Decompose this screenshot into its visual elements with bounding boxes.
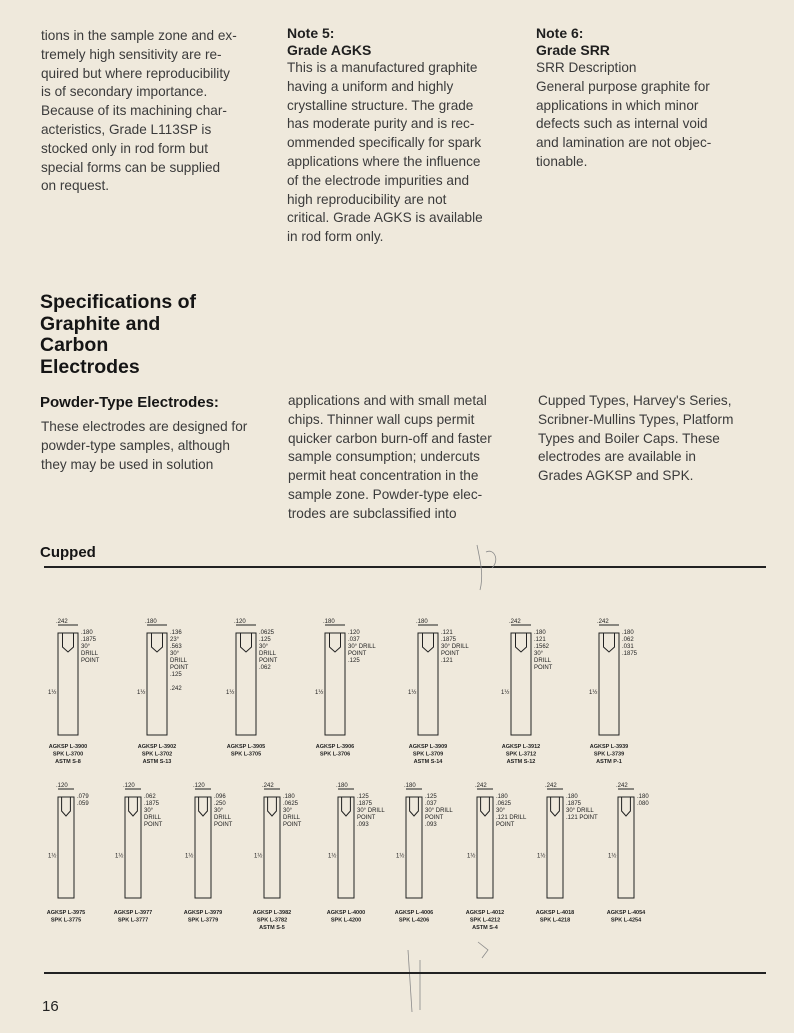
catalog-label: SPK L-4206: [398, 917, 430, 924]
powder-line: Scribner-Mullins Types, Platform: [538, 411, 734, 427]
row1-electrode: [315, 619, 376, 758]
dimension-label: DRILL: [170, 658, 188, 664]
catalog-label: SPK L-3779: [187, 917, 219, 924]
dimension-label: DRILL: [144, 815, 162, 821]
note6-line: tionable.: [536, 153, 588, 169]
powder-line: sample consumption; undercuts: [288, 449, 480, 465]
note5-line: of the electrode impurities and: [287, 172, 470, 188]
dimension-label: .180: [622, 630, 634, 636]
electrode-body: [477, 797, 493, 898]
dimension-label: .180: [283, 794, 295, 800]
row1-electrode: [137, 619, 189, 765]
electrode-body: [599, 633, 619, 735]
dimension-label: 1½: [115, 853, 124, 860]
dimension-label: POINT: [348, 651, 367, 657]
dimension-label: .180: [81, 630, 93, 636]
powder-line: applications and with small metal: [288, 393, 487, 408]
dimension-label: 30° DRILL: [348, 644, 376, 650]
catalog-label: SPK L-3705: [230, 751, 262, 758]
catalog-label: ASTM S-12: [506, 759, 536, 765]
dimension-label: POINT: [496, 822, 515, 828]
catalog-label: SPK L-3709: [412, 751, 444, 758]
catalog-label: AGKSP L-3912: [501, 744, 541, 750]
electrode-body: [264, 797, 280, 898]
catalog-label: ASTM S-14: [413, 759, 443, 765]
dimension-label: .121: [441, 630, 453, 636]
row2-electrode: [47, 783, 90, 924]
electrode-cup: [63, 633, 74, 652]
catalog-label: AGKSP L-4000: [326, 910, 366, 916]
dimension-label: .180: [323, 619, 335, 625]
intro-line: on request.: [41, 178, 110, 194]
dimension-label: .125: [357, 794, 369, 800]
dimension-label: 30° DRILL: [566, 808, 594, 814]
electrode-cup: [622, 797, 631, 816]
dimension-label: .1875: [441, 637, 457, 643]
electrode-body: [236, 633, 256, 735]
dimension-label: .242: [509, 619, 521, 625]
dimension-label: POINT: [81, 658, 100, 664]
section-title-line: Specifications of: [40, 291, 197, 313]
electrode-body: [511, 633, 531, 735]
dimension-label: .031: [622, 644, 634, 650]
dimension-label: .242: [262, 783, 274, 789]
pencil-mark: [478, 942, 488, 958]
catalog-label: ASTM P-1: [596, 759, 622, 765]
section-title-line: Graphite and: [40, 312, 161, 335]
catalog-label: AGKSP L-3982: [252, 910, 292, 916]
note5-line: critical. Grade AGKS is available: [287, 210, 483, 226]
pencil-mark: [486, 551, 496, 568]
catalog-label: SPK L-4200: [330, 917, 362, 924]
note5-line: ommended specifically for spark: [287, 135, 482, 151]
note5-line: crystalline structure. The grade: [287, 97, 474, 113]
dimension-label: 30° DRILL: [441, 644, 469, 650]
dimension-label: .121: [441, 658, 453, 664]
dimension-label: .1875: [622, 651, 638, 657]
powder-line: electrodes are available in: [538, 449, 696, 465]
intro-line: quired but where reproducibility: [41, 65, 230, 81]
dimension-label: .037: [348, 637, 360, 643]
powder-line: Types and Boiler Caps. These: [538, 430, 720, 446]
dimension-label: .242: [616, 783, 628, 789]
dimension-label: POINT: [144, 822, 163, 828]
note5-line: in rod form only.: [287, 229, 384, 245]
dimension-label: POINT: [214, 822, 233, 828]
dimension-label: 23°: [170, 637, 180, 643]
catalog-label: AGKSP L-3909: [408, 744, 448, 750]
dimension-label: .059: [77, 801, 89, 807]
dimension-label: 30° DRILL: [425, 808, 453, 814]
dimension-label: 1½: [254, 853, 263, 860]
note5-line: This is a manufactured graphite: [287, 60, 478, 75]
note5-line: has moderate purity and is rec-: [287, 116, 475, 132]
dimension-label: 1½: [328, 853, 337, 860]
row2-electrode: [114, 783, 163, 924]
dimension-label: 30°: [81, 644, 91, 650]
dimension-label: 1½: [137, 690, 146, 696]
row1-electrode: [48, 619, 100, 765]
dimension-label: POINT: [425, 815, 444, 821]
dimension-label: .242: [597, 619, 609, 625]
powder-line: trodes are subclassified into: [288, 505, 457, 521]
dimension-label: 1½: [396, 853, 405, 860]
dimension-label: POINT: [534, 665, 553, 671]
dimension-label: 1½: [608, 853, 617, 860]
electrode-cup: [516, 633, 527, 652]
note6-line: defects such as internal void: [536, 116, 708, 132]
dimension-label: .121 POINT: [566, 815, 598, 821]
catalog-label: SPK L-3700: [52, 751, 84, 758]
dimension-label: .180: [416, 619, 428, 625]
electrode-body: [406, 797, 422, 898]
electrode-cup: [551, 797, 560, 816]
note6-grade: Grade SRR: [536, 42, 610, 58]
dimension-label: .242: [56, 619, 68, 625]
row1-electrode: [408, 619, 469, 765]
dimension-label: 1½: [185, 853, 194, 860]
note6-line: General purpose graphite for: [536, 78, 710, 94]
dimension-label: .125: [259, 637, 271, 643]
dimension-label: POINT: [259, 658, 278, 664]
catalog-label: AGKSP L-3902: [137, 744, 177, 750]
dimension-label: .062: [144, 794, 156, 800]
note5-line: having a uniform and highly: [287, 78, 454, 94]
dimension-label: .079: [77, 794, 89, 800]
dimension-label: .180: [336, 783, 348, 789]
dimension-label: .120: [56, 783, 68, 789]
dimension-label: 30°: [144, 808, 154, 814]
catalog-label: ASTM S-13: [142, 759, 172, 765]
electrode-body: [547, 797, 563, 898]
catalog-label: SPK L-4212: [469, 917, 501, 924]
electrode-body: [58, 633, 78, 735]
dimension-label: .1875: [144, 801, 160, 807]
note5-line: high reproducibility are not: [287, 191, 447, 207]
dimension-label: 30°: [259, 644, 269, 650]
catalog-label: AGKSP L-3906: [315, 744, 355, 750]
catalog-label: SPK L-3712: [505, 751, 537, 758]
dimension-label: .180: [566, 794, 578, 800]
pencil-annotations: [408, 545, 496, 1012]
note5-title: Note 5:: [287, 25, 335, 41]
catalog-label: AGKSP L-4012: [465, 910, 505, 916]
row2-electrode: [607, 783, 650, 924]
dimension-label: .125: [425, 794, 437, 800]
intro-line: special forms can be supplied: [41, 159, 221, 175]
powder-line: Cupped Types, Harvey's Series,: [538, 393, 732, 408]
catalog-label: SPK L-3702: [141, 751, 173, 758]
electrode-cup: [342, 797, 351, 816]
row2-electrode: [327, 783, 386, 924]
dimension-label: .180: [637, 794, 649, 800]
dimension-label: .242: [170, 686, 182, 692]
dimension-label: 1½: [467, 853, 476, 860]
catalog-label: SPK L-3706: [319, 751, 351, 758]
dimension-label: .1875: [566, 801, 582, 807]
powder-line: Grades AGKSP and SPK.: [538, 468, 694, 484]
electrode-cup: [152, 633, 163, 652]
dimension-label: .121: [534, 637, 546, 643]
dimension-label: DRILL: [283, 815, 301, 821]
cupped-heading: Cupped: [40, 544, 96, 561]
dimension-label: 1½: [537, 853, 546, 860]
dimension-label: .037: [425, 801, 437, 807]
dimension-label: .1875: [81, 637, 97, 643]
dimension-label: .096: [214, 794, 226, 800]
note6-line: applications in which minor: [536, 97, 699, 113]
bottom-rule: [44, 972, 766, 974]
note5-grade: Grade AGKS: [287, 42, 372, 58]
dimension-label: 1½: [408, 690, 417, 696]
row1-electrode: [589, 619, 638, 765]
catalog-label: SPK L-3782: [256, 917, 288, 924]
dimension-label: .093: [425, 822, 437, 828]
catalog-label: SPK L-4254: [610, 917, 642, 924]
dimension-label: DRILL: [214, 815, 232, 821]
dimension-label: .120: [193, 783, 205, 789]
dimension-label: .093: [357, 822, 369, 828]
catalog-label: SPK L-3739: [593, 751, 625, 758]
catalog-label: AGKSP L-3975: [46, 910, 86, 916]
catalog-label: SPK L-3775: [50, 917, 82, 924]
electrode-body: [58, 797, 74, 898]
row1-electrode: [501, 619, 553, 765]
dimension-label: 30°: [170, 651, 180, 657]
row2-electrode: [536, 783, 598, 924]
dimension-label: .180: [404, 783, 416, 789]
dimension-label: 30°: [214, 808, 224, 814]
dimension-label: POINT: [283, 822, 302, 828]
electrode-body: [195, 797, 211, 898]
catalog-label: AGKSP L-4018: [535, 910, 575, 916]
electrode-cup: [62, 797, 71, 816]
powder-line: they may be used in solution: [41, 456, 214, 472]
dimension-label: .136: [170, 630, 182, 636]
intro-line: tremely high sensitivity are re-: [41, 46, 222, 62]
dimension-label: .180: [534, 630, 546, 636]
catalog-label: AGKSP L-4006: [394, 910, 434, 916]
intro-line: Because of its machining char-: [41, 103, 227, 119]
catalog-label: AGKSP L-4054: [606, 910, 646, 916]
dimension-label: DRILL: [259, 651, 277, 657]
row2-electrode: [466, 783, 527, 931]
powder-line: powder-type samples, although: [41, 437, 230, 453]
electrode-cup: [410, 797, 419, 816]
dimension-label: .242: [475, 783, 487, 789]
electrode-cup: [423, 633, 434, 652]
note6-line: SRR Description: [536, 60, 637, 75]
row2-electrode: [395, 783, 454, 924]
powder-line: These electrodes are designed for: [41, 419, 248, 434]
note6-line: and lamination are not objec-: [536, 135, 712, 151]
dimension-label: .0625: [496, 801, 512, 807]
dimension-label: 30°: [496, 808, 506, 814]
powder-heading: Powder-Type Electrodes:: [40, 394, 219, 411]
electrode-cup: [604, 633, 615, 652]
intro-line: tions in the sample zone and ex-: [41, 28, 237, 43]
intro-line: is of secondary importance.: [41, 84, 208, 100]
electrode-row-2: [47, 783, 650, 931]
dimension-label: .080: [637, 801, 649, 807]
dimension-label: POINT: [441, 651, 460, 657]
catalog-label: AGKSP L-3905: [226, 744, 266, 750]
dimension-label: .0625: [283, 801, 299, 807]
dimension-label: .125: [170, 672, 182, 678]
row1-electrode: [226, 619, 278, 758]
section-title-line: Carbon: [40, 334, 109, 356]
electrode-cup: [199, 797, 208, 816]
dimension-label: .1875: [357, 801, 373, 807]
dimension-label: 30°: [283, 808, 293, 814]
dimension-label: 1½: [48, 690, 57, 696]
dimension-label: .120: [348, 630, 360, 636]
dimension-label: .062: [622, 637, 634, 643]
dimension-label: .1562: [534, 644, 550, 650]
electrode-body: [125, 797, 141, 898]
dimension-label: POINT: [357, 815, 376, 821]
catalog-label: ASTM S-4: [472, 925, 498, 931]
electrode-cup: [481, 797, 490, 816]
dimension-label: .563: [170, 644, 182, 650]
dimension-label: .250: [214, 801, 226, 807]
dimension-label: 1½: [226, 690, 235, 696]
dimension-label: .121 DRILL: [496, 815, 527, 821]
dimension-label: 1½: [48, 853, 57, 860]
intro-line: stocked only in rod form but: [41, 140, 208, 156]
electrode-cup: [330, 633, 341, 652]
catalog-label: AGKSP L-3979: [183, 910, 223, 916]
dimension-label: 1½: [501, 690, 510, 696]
dimension-label: 30° DRILL: [357, 808, 385, 814]
section-title-line: Electrodes: [40, 355, 140, 378]
catalog-label: SPK L-4218: [539, 917, 571, 924]
row2-electrode: [253, 783, 302, 931]
electrode-body: [618, 797, 634, 898]
electrode-body: [338, 797, 354, 898]
dimension-label: .180: [496, 794, 508, 800]
electrode-cup: [268, 797, 277, 816]
electrode-body: [325, 633, 345, 735]
dimension-label: DRILL: [534, 658, 552, 664]
page-number: 16: [42, 998, 59, 1015]
catalog-label: SPK L-3777: [117, 917, 149, 924]
electrode-body: [418, 633, 438, 735]
intro-line: acteristics, Grade L113SP is: [41, 121, 212, 137]
dimension-label: 1½: [315, 690, 324, 696]
electrode-cup: [241, 633, 252, 652]
pencil-mark: [408, 950, 412, 1012]
powder-line: chips. Thinner wall cups permit: [288, 411, 475, 427]
electrode-row-1: [48, 619, 638, 765]
catalog-label: AGKSP L-3977: [113, 910, 153, 916]
dimension-label: .125: [348, 658, 360, 664]
powder-line: permit heat concentration in the: [288, 468, 479, 484]
note5-line: applications where the influence: [287, 153, 481, 169]
note6-title: Note 6:: [536, 25, 584, 41]
dimension-label: 30°: [534, 651, 544, 657]
pencil-mark: [477, 545, 482, 590]
dimension-label: .062: [259, 665, 271, 671]
dimension-label: .180: [145, 619, 157, 625]
row2-electrode: [184, 783, 233, 924]
dimension-label: .120: [123, 783, 135, 789]
dimension-label: DRILL: [81, 651, 99, 657]
powder-line: sample zone. Powder-type elec-: [288, 486, 483, 502]
electrode-body: [147, 633, 167, 735]
electrode-cup: [129, 797, 138, 816]
dimension-label: .242: [545, 783, 557, 789]
catalog-label: ASTM S-5: [259, 925, 285, 931]
catalog-label: ASTM S-8: [55, 759, 81, 765]
catalog-label: AGKSP L-3900: [48, 744, 88, 750]
dimension-label: .0625: [259, 630, 275, 636]
dimension-label: .120: [234, 619, 246, 625]
catalog-label: AGKSP L-3939: [589, 744, 629, 750]
powder-line: quicker carbon burn-off and faster: [288, 430, 492, 446]
dimension-label: POINT: [170, 665, 189, 671]
dimension-label: 1½: [589, 690, 598, 696]
